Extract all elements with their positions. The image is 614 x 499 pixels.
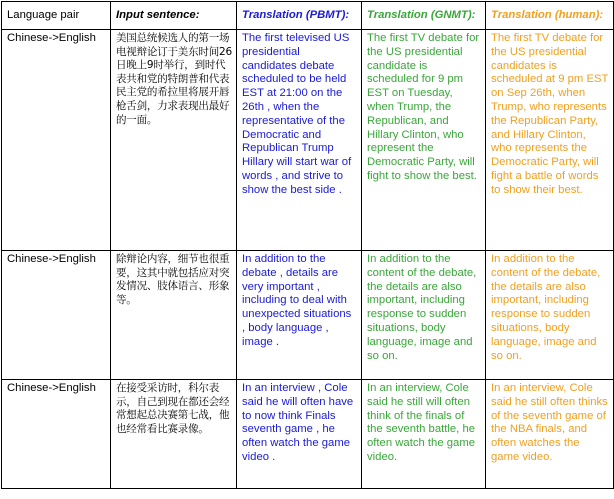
language-pair-cell: Chinese->English bbox=[2, 30, 111, 251]
human-translation-cell: In addition to the content of the debate, the details are also important, including response to sudden situations, body language, image and so on. bbox=[486, 251, 614, 380]
human-translation-cell: In an interview, Cole said he still often thinks of the seventh game of the NBA finals, and often watches the game video. bbox=[486, 380, 614, 489]
header-translation-human: Translation (human): bbox=[486, 2, 614, 30]
human-translation-cell: The first TV debate for the US presidential candidates is scheduled at 9 pm EST on Sep 26th, when Trump, who represents the Republican Party, and Hillary Clinton, who represents the Democratic Party, will fight a battle of words to show their best. bbox=[486, 30, 614, 251]
language-pair-cell: Chinese->English bbox=[2, 251, 111, 380]
header-row bbox=[2, 2, 614, 30]
gnmt-translation-cell: In addition to the content of the debate, the details are also important, including response to sudden situations, body language, image and so on. bbox=[362, 251, 486, 380]
translation-comparison-table bbox=[1, 1, 614, 489]
table-row bbox=[2, 380, 614, 489]
language-pair-cell: Chinese->English bbox=[2, 380, 111, 489]
input-sentence-cell: 除辩论内容，细节也很重要，这其中就包括应对突发情况、肢体语言、形象等。 bbox=[111, 251, 237, 380]
input-sentence-cell: 在接受采访时，科尔表示，自己到现在都还会经常想起总决赛第七战，他也经常看比赛录像。 bbox=[111, 380, 237, 489]
table-row bbox=[2, 251, 614, 380]
header-translation-gnmt: Translation (GNMT): bbox=[362, 2, 486, 30]
header-input-sentence: Input sentence: bbox=[111, 2, 237, 30]
header-translation-pbmt: Translation (PBMT): bbox=[237, 2, 362, 30]
pbmt-translation-cell: The first televised US presidential candidates debate scheduled to be held EST at 21:00 on the 26th , when the representative of the Democratic and Republican Trump Hillary will start war of words , and strive to show the best side . bbox=[237, 30, 362, 251]
pbmt-translation-cell: In an interview , Cole said he will often have to now think Finals seventh game , he often watch the game video . bbox=[237, 380, 362, 489]
gnmt-translation-cell: The first TV debate for the US presidential candidate is scheduled for 9 pm EST on Tuesday, when Trump, the Republican, and Hillary Clinton, who represent the Democratic Party, will fight to show the best. bbox=[362, 30, 486, 251]
table-row bbox=[2, 30, 614, 251]
input-sentence-cell: 美国总统候选人的第一场电视辩论订于美东时间26日晚上9时举行，到时代表共和党的特朗普和代表民主党的希拉里将展开唇枪舌剑，力求表现出最好的一面。 bbox=[111, 30, 237, 251]
pbmt-translation-cell: In addition to the debate , details are very important , including to deal with unexpected situations , body language , image . bbox=[237, 251, 362, 380]
header-language-pair: Language pair bbox=[2, 2, 111, 30]
gnmt-translation-cell: In an interview, Cole said he still will often think of the finals of the seventh battle, he often watch the game video. bbox=[362, 380, 486, 489]
